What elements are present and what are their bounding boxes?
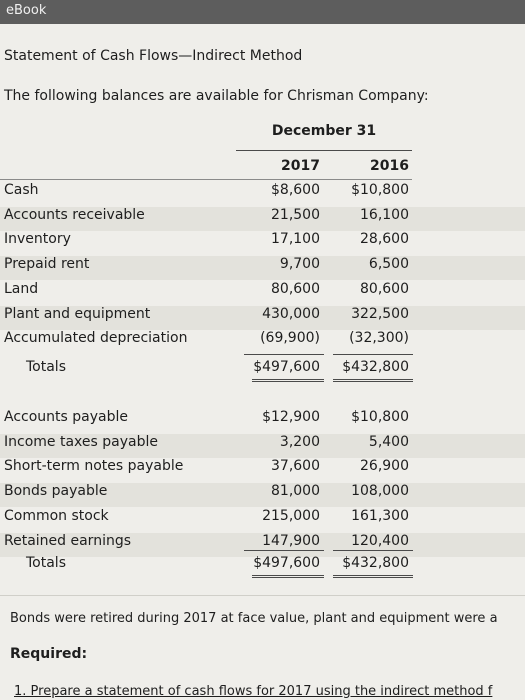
page-heading: Statement of Cash Flows—Indirect Method (4, 48, 303, 64)
total-double-rule-2016 (333, 575, 413, 578)
total-2017: $497,600 (253, 359, 320, 375)
value-2017: $12,900 (262, 409, 320, 425)
row-label: Accumulated depreciation (4, 330, 188, 347)
row-label: Income taxes payable (4, 433, 158, 450)
table-row (0, 434, 525, 458)
table-row (0, 483, 525, 507)
table-row (0, 458, 525, 482)
value-2017: 37,600 (271, 458, 320, 475)
value-2017: 81,000 (271, 483, 320, 500)
value-2017: 3,200 (279, 433, 320, 450)
row-label: Bonds payable (4, 483, 108, 500)
value-2016: 5,400 (368, 433, 409, 450)
table-row (0, 182, 525, 206)
row-label: Plant and equipment (4, 305, 151, 322)
value-2016: (32,300) (349, 330, 409, 347)
totals-label: Totals (26, 359, 66, 375)
value-2016: $10,800 (351, 182, 409, 198)
total-double-rule-2017 (252, 575, 324, 578)
header-rule (236, 150, 412, 151)
total-2016: $432,800 (342, 359, 409, 375)
table-row (0, 306, 525, 330)
task-link[interactable]: 1. Prepare a statement of cash flows for 2017 using the indirect method f (14, 684, 493, 699)
required-label: Required: (10, 646, 88, 662)
value-2016: 120,400 (351, 532, 409, 549)
note-text: Bonds were retired during 2017 at face value, plant and equipment were a (10, 611, 498, 626)
total-double-rule-2016 (333, 379, 413, 382)
intro-text: The following balances are available for Chrisman Company: (4, 88, 429, 104)
year-header-2016: 2016 (370, 158, 409, 174)
value-2016: 322,500 (351, 305, 409, 322)
table-row (0, 281, 525, 305)
value-2016: 6,500 (368, 256, 409, 273)
value-2017: 430,000 (262, 305, 320, 322)
row-label: Accounts payable (4, 409, 128, 425)
table-row (0, 533, 525, 557)
year-header-2017: 2017 (281, 158, 320, 174)
value-2017: 17,100 (271, 231, 320, 248)
total-2017: $497,600 (253, 555, 320, 571)
value-2016: 80,600 (360, 280, 409, 297)
value-2016: 28,600 (360, 231, 409, 248)
value-2016: 16,100 (360, 206, 409, 223)
section-divider (0, 595, 525, 596)
value-2017: 80,600 (271, 280, 320, 297)
task-text (14, 684, 525, 699)
value-2017: 9,700 (279, 256, 320, 273)
value-2017: (69,900) (260, 330, 320, 347)
value-2017: 215,000 (262, 507, 320, 524)
table-row (0, 207, 525, 231)
table-row (0, 330, 525, 354)
total-double-rule-2017 (252, 379, 324, 382)
row-label: Retained earnings (4, 532, 132, 549)
value-2016: 161,300 (351, 507, 409, 524)
value-2017: 21,500 (271, 206, 320, 223)
table-top-rule (0, 179, 412, 180)
value-2016: 26,900 (360, 458, 409, 475)
row-label: Inventory (4, 231, 71, 248)
value-2016: 108,000 (351, 483, 409, 500)
app-title: eBook (6, 3, 47, 18)
subtotal-rule-2016 (333, 354, 413, 355)
column-group-header: December 31 (271, 123, 377, 139)
table-row (0, 409, 525, 433)
totals-label: Totals (26, 555, 66, 571)
subtotal-rule-2017 (244, 550, 324, 551)
value-2017: $8,600 (271, 182, 320, 198)
row-label: Common stock (4, 507, 109, 524)
row-label: Cash (4, 182, 39, 198)
table-row (0, 231, 525, 255)
total-2016: $432,800 (342, 555, 409, 571)
row-label: Short-term notes payable (4, 458, 184, 475)
row-label: Prepaid rent (4, 256, 90, 273)
row-label: Land (4, 280, 39, 297)
table-row (0, 256, 525, 280)
subtotal-rule-2017 (244, 354, 324, 355)
subtotal-rule-2016 (333, 550, 413, 551)
table-row (0, 508, 525, 532)
value-2016: $10,800 (351, 409, 409, 425)
value-2017: 147,900 (262, 532, 320, 549)
row-label: Accounts receivable (4, 206, 145, 223)
title-bar (0, 0, 525, 24)
